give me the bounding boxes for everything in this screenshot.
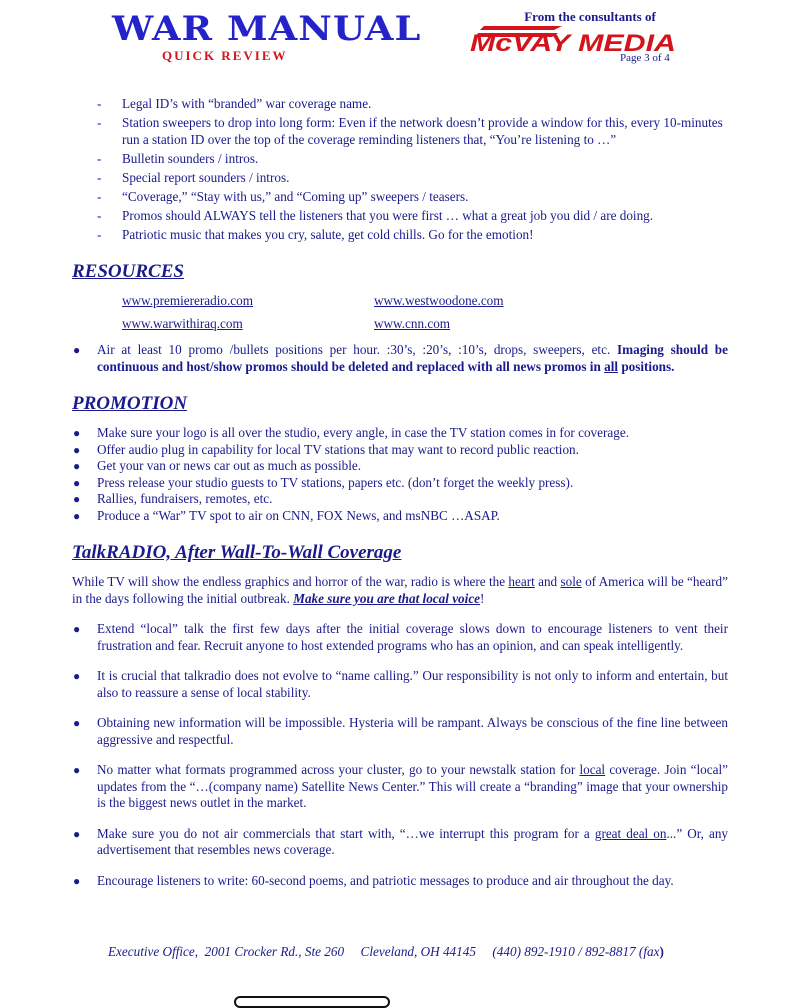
manual-title: WAR MANUAL [112, 9, 422, 49]
promotion-heading: PROMOTION [72, 393, 188, 414]
page-header [0, 0, 807, 80]
list-item: - Legal ID’s with “branded” war coverage name. [97, 96, 372, 111]
list-item: - Bulletin sounders / intros. [97, 150, 259, 166]
mcvay-media-logo [466, 24, 682, 54]
list-item: ● Press release your studio guests to TV stations, papers etc. (don’t forget the weekly press). [73, 474, 574, 490]
list-item: ● Offer audio plug in capability for local TV stations that may want to record public reaction. [73, 441, 579, 457]
talkradio-intro: While TV will show the endless graphics and horror of the war, radio is where the heart and sole of America will be “heard” in the days following the initial outbreak. Make sure you are that local voice! [72, 574, 728, 606]
resource-links [122, 293, 728, 332]
talkradio-list [72, 621, 728, 889]
list-item: ● No matter what formats programmed across your cluster, go to your newstalk station for local coverage. Join “local” updates from the “…(company name) Satellite News Center.” This will create a “branding” image that your ownership is the biggest news outlet in the market. [73, 762, 728, 810]
page-number: Page 3 of 4 [620, 52, 670, 64]
list-item: - Special report sounders / intros. [97, 169, 290, 185]
promotion-list [72, 425, 728, 524]
list-item: ● It is crucial that talkradio does not evolve to “name calling.” Our responsibility is not only to inform and entertain, but also to reassure a sense of local stability. [73, 668, 728, 700]
talkradio-heading: TalkRADIO, After Wall-To-Wall Coverage [72, 542, 402, 563]
imaging-list [72, 96, 728, 243]
link-cnn[interactable]: www.cnn.com [374, 315, 451, 331]
list-item: - Station sweepers to drop into long form: Even if the network doesn’t provide a window for this, every 10-minutes run a station ID over the top of the coverage reminding listeners that, “You’re listening to …” [97, 115, 723, 147]
scroll-handle[interactable] [234, 996, 390, 1008]
list-item: - Promos should ALWAYS tell the listeners that you were first … what a great job you did / are doing. [97, 207, 654, 223]
list-item: ● Air at least 10 promo /bullets positions per hour. :30’s, :20’s, :10’s, drops, sweepers, etc. Imaging should be continuous and host/show promos should be deleted and replaced with all news promos in all positions. [73, 342, 728, 374]
list-item: ● Obtaining new information will be impossible. Hysteria will be rampant. Always be conscious of the fine line between aggressive and respectful. [73, 715, 728, 747]
list-item: - Patriotic music that makes you cry, salute, get cold chills. Go for the emotion! [97, 226, 534, 242]
list-item: ● Make sure you do not air commercials that start with, “…we interrupt this program for a great deal on...” Or, any advertisement that resembles news coverage. [73, 825, 729, 857]
list-item: ● Make sure your logo is all over the studio, every angle, in case the TV station comes in for coverage. [73, 425, 629, 440]
logo-text: McVAY MEDIA [470, 30, 676, 54]
link-westwoodone[interactable]: www.westwoodone.com [374, 293, 504, 308]
page-body [72, 96, 728, 903]
footer-address: Executive Office, 2001 Crocker Rd., Ste 260 Cleveland, OH 44145 (440) 892-1910 / 892-8817 (fax) [108, 944, 664, 959]
link-premiereradio[interactable]: www.premiereradio.com [122, 293, 253, 308]
list-item: ● Get your van or news car out as much as possible. [73, 458, 362, 473]
consultants-caption: From the consultants of [524, 9, 656, 24]
resources-heading: RESOURCES [72, 261, 184, 282]
manual-subtitle: QUICK REVIEW [162, 48, 288, 63]
link-warwithiraq[interactable]: www.warwithiraq.com [122, 315, 243, 331]
resources-list [72, 342, 728, 375]
list-item: ● Extend “local” talk the first few days after the initial coverage slows down to encourage listeners to vent their frustration and fear. Recruit anyone to host extended programs who has an opinion, and can speak intelligently. [73, 621, 728, 653]
list-item: ● Produce a “War” TV spot to air on CNN, FOX News, and msNBC …ASAP. [73, 507, 500, 523]
list-item: ● Encourage listeners to write: 60-second poems, and patriotic messages to produce and air throughout the day. [73, 872, 674, 888]
list-item: ● Rallies, fundraisers, remotes, etc. [73, 491, 273, 506]
list-item: - “Coverage,” “Stay with us,” and “Coming up” sweepers / teasers. [97, 188, 469, 204]
